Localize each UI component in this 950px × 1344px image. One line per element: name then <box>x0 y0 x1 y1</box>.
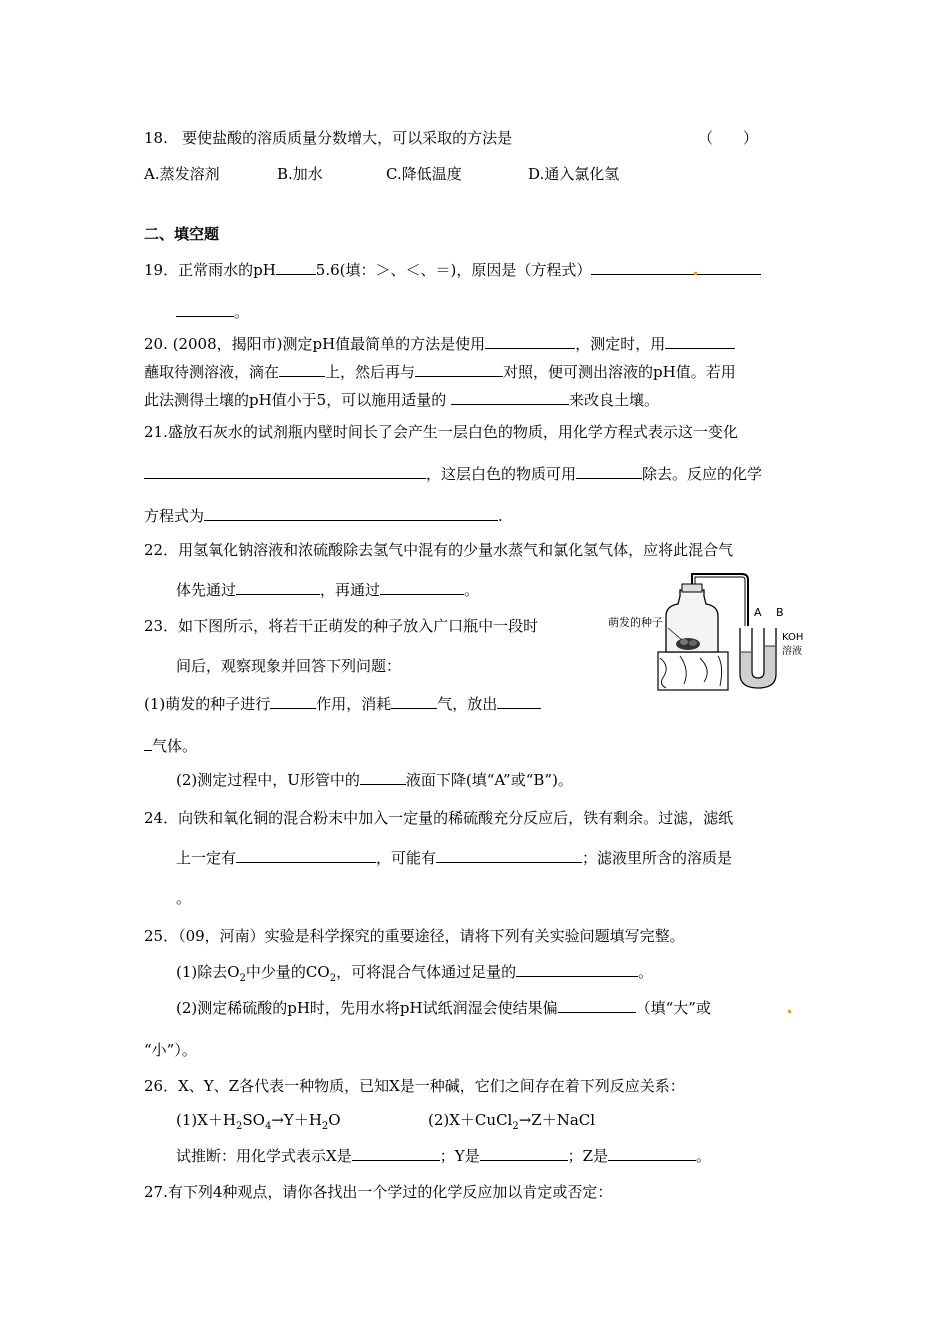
q20-line-2 <box>144 362 736 382</box>
q20-text-3a: 此法测得土壤的pH值小于5，可以施用适量的 <box>144 391 447 409</box>
q26-blank-z <box>608 1146 696 1161</box>
stray-mark <box>788 1010 791 1013</box>
q23-blank-1 <box>270 694 316 709</box>
q19-text-b: 5.6(填：＞、＜、＝)，原因是（方程式） <box>315 261 592 279</box>
q19-line-1 <box>144 260 761 280</box>
q23-blank-3 <box>497 694 541 709</box>
q26-text-3c: ；Z是 <box>567 1147 609 1165</box>
q26-text-3d: 。 <box>696 1147 712 1165</box>
q24-line-3: 。 <box>176 889 192 907</box>
q22-text-2b: ，再通过 <box>320 581 381 599</box>
q22-blank-1 <box>236 580 320 595</box>
q19-blank-ph <box>276 260 316 275</box>
q23-blank-2 <box>391 694 437 709</box>
q25-line-1: 25．（09，河南）实验是科学探究的重要途径，请将下列有关实验问题填写完整。 <box>144 927 685 945</box>
q26-line-1: 26．X、Y、Z各代表一种物质，已知X是一种碱，它们之间存在着下列反应关系： <box>144 1077 685 1095</box>
q24-text-2b: ，可能有 <box>376 849 437 867</box>
q20-text-3b: 来改良土壤。 <box>569 391 660 409</box>
q26-r1-sub1: 2 <box>236 1121 243 1132</box>
q25-blank-2 <box>558 998 636 1013</box>
q23-text-4: 气体。 <box>152 737 198 755</box>
label-b: B <box>776 606 784 619</box>
q18-stem: 要使盐酸的溶质质量分数增大，可以采取的方法是 <box>182 129 513 147</box>
q27-line-1: 27.有下列4种观点，请你各找出一个学过的化学反应加以肯定或否定： <box>144 1183 613 1201</box>
q26-r2-sub1: 2 <box>512 1121 519 1132</box>
q26-reaction-1 <box>176 1110 341 1137</box>
q23-text-5b: 液面下降(填“A”或“B”)。 <box>405 771 573 789</box>
q21-text-2a: ，这层白色的物质可用 <box>426 465 577 483</box>
q18-option-c: C.降低温度 <box>386 165 462 183</box>
q25-text-2c: ，可将混合气体通过足量的 <box>336 963 517 981</box>
q20-text-2c: 对照，便可测出溶液的pH值。若用 <box>503 363 736 381</box>
q20-blank-2 <box>665 334 735 349</box>
q23-line-1: 23．如下图所示，将若干正萌发的种子放入广口瓶中一段时 <box>144 617 539 635</box>
q26-text-3a: 试推断：用化学式表示X是 <box>176 1147 352 1165</box>
q22-line-1: 22．用氢氧化钠溶液和浓硫酸除去氢气中混有的少量水蒸气和氯化氢气体，应将此混合气 <box>144 541 734 559</box>
q24-text-2a: 上一定有 <box>176 849 237 867</box>
q26-r1-b: SO <box>242 1111 265 1129</box>
q25-text-3b: （填“大”或 <box>635 999 711 1017</box>
q25-line-3 <box>176 998 711 1018</box>
q22-text-2a: 体先通过 <box>176 581 237 599</box>
q20-line-1 <box>144 334 735 354</box>
q25-text-2a: (1)除去O <box>176 963 240 981</box>
q26-r1-a: (1)X＋H <box>176 1111 237 1129</box>
seed-label: 萌发的种子 <box>608 616 663 629</box>
section-title: 二、填空题 <box>144 225 220 243</box>
stopper <box>682 584 702 592</box>
q25-sub-2: 2 <box>329 973 337 984</box>
q21-text-3a: 方程式为 <box>144 507 205 525</box>
q23-text-5a: (2)测定过程中，U形管中的 <box>176 771 360 789</box>
stray-mark <box>694 272 697 275</box>
q21-blank-equation <box>144 464 426 479</box>
q19-line-end: 。 <box>234 303 250 321</box>
q25-text-2d: 。 <box>638 963 654 981</box>
q19-line-2 <box>176 302 249 322</box>
q26-r1-sub3: 2 <box>321 1121 329 1132</box>
q23-line-4 <box>144 736 197 756</box>
q24-blank-1 <box>236 848 376 863</box>
q21-line-1: 21.盛放石灰水的试剂瓶内壁时间长了会产生一层白色的物质，用化学方程式表示这一变化 <box>144 423 738 441</box>
q24-line-2 <box>176 848 732 868</box>
q18-number: 18. <box>144 129 168 147</box>
q26-reaction-2 <box>428 1110 595 1137</box>
q25-sub-1: 2 <box>239 973 246 984</box>
q23-blank-4 <box>360 770 406 785</box>
q23-line-5 <box>176 770 573 790</box>
q18-answer-paren: （ ） <box>698 129 759 147</box>
q22-text-2c: 。 <box>464 581 480 599</box>
q22-line-2 <box>176 580 479 600</box>
solution-label: 溶液 <box>782 646 802 657</box>
label-a: A <box>754 606 762 619</box>
q23-text-3c: 气，放出 <box>437 695 498 713</box>
q19-blank-equation <box>591 260 761 275</box>
q21-text-2b: 除去。反应的化学 <box>642 465 763 483</box>
q21-blank-equation-2 <box>204 506 498 521</box>
koh-label: KOH <box>782 632 804 643</box>
q26-r2-b: →Z＋NaCl <box>518 1111 596 1129</box>
q21-line-3 <box>144 506 503 526</box>
q20-text-1b: ，测定时，用 <box>575 335 666 353</box>
q18-option-a: A.蒸发溶剂 <box>144 165 220 183</box>
germinating-seeds-apparatus-figure <box>600 566 810 694</box>
q18-stem-line <box>144 128 512 148</box>
q22-blank-2 <box>380 580 464 595</box>
q26-r1-d: O <box>328 1111 341 1129</box>
q26-blank-x <box>352 1146 440 1161</box>
stand-grain <box>660 656 722 688</box>
q25-line-2 <box>176 962 653 989</box>
q24-blank-2 <box>436 848 582 863</box>
q23-text-3a: (1)萌发的种子进行 <box>144 695 271 713</box>
q23-line-2: 间后，观察现象并回答下列问题： <box>176 657 402 675</box>
q18-option-d: D.通入氯化氢 <box>528 165 620 183</box>
q23-text-3b: 作用，消耗 <box>316 695 392 713</box>
q25-text-2b: 中少量的CO <box>245 963 330 981</box>
q25-line-4: “小”）。 <box>144 1041 197 1059</box>
q20-text-2b: 上，然后再与 <box>325 363 416 381</box>
stand <box>658 652 728 690</box>
q24-line-1: 24．向铁和氧化铜的混合粉末中加入一定量的稀硫酸充分反应后，铁有剩余。过滤，滤纸 <box>144 809 734 827</box>
q23-line-3 <box>144 694 541 714</box>
q19-blank-equation-cont <box>176 302 234 317</box>
q26-blank-y <box>480 1146 568 1161</box>
q20-text-2a: 蘸取待测溶液，滴在 <box>144 363 280 381</box>
q20-blank-3 <box>279 362 325 377</box>
q18-option-b: B.加水 <box>277 165 323 183</box>
q21-line-2 <box>144 464 762 484</box>
q20-blank-4 <box>415 362 503 377</box>
q25-text-3a: (2)测定稀硫酸的pH时，先用水将pH试纸润湿会使结果偏 <box>176 999 558 1017</box>
q25-blank-1 <box>516 962 638 977</box>
q26-r2-a: (2)X＋CuCl <box>428 1111 513 1129</box>
q26-text-3b: ；Y是 <box>439 1147 480 1165</box>
q21-text-3b: . <box>498 507 503 525</box>
q26-r1-sub2: 4 <box>264 1121 272 1132</box>
q26-r1-c: →Y＋H <box>271 1111 322 1129</box>
q20-blank-1 <box>485 334 575 349</box>
q23-blank-3-cont <box>144 736 152 751</box>
q24-text-2c: ；滤液里所含的溶质是 <box>582 849 733 867</box>
q21-blank-reagent <box>576 464 642 479</box>
q19-text-a: 19．正常雨水的pH <box>144 261 276 279</box>
q26-line-3 <box>176 1146 711 1166</box>
q20-line-3 <box>144 390 659 410</box>
q20-blank-5 <box>451 390 569 405</box>
q20-text-1a: 20. (2008，揭阳市)测定pH值最简单的方法是使用 <box>144 335 486 353</box>
